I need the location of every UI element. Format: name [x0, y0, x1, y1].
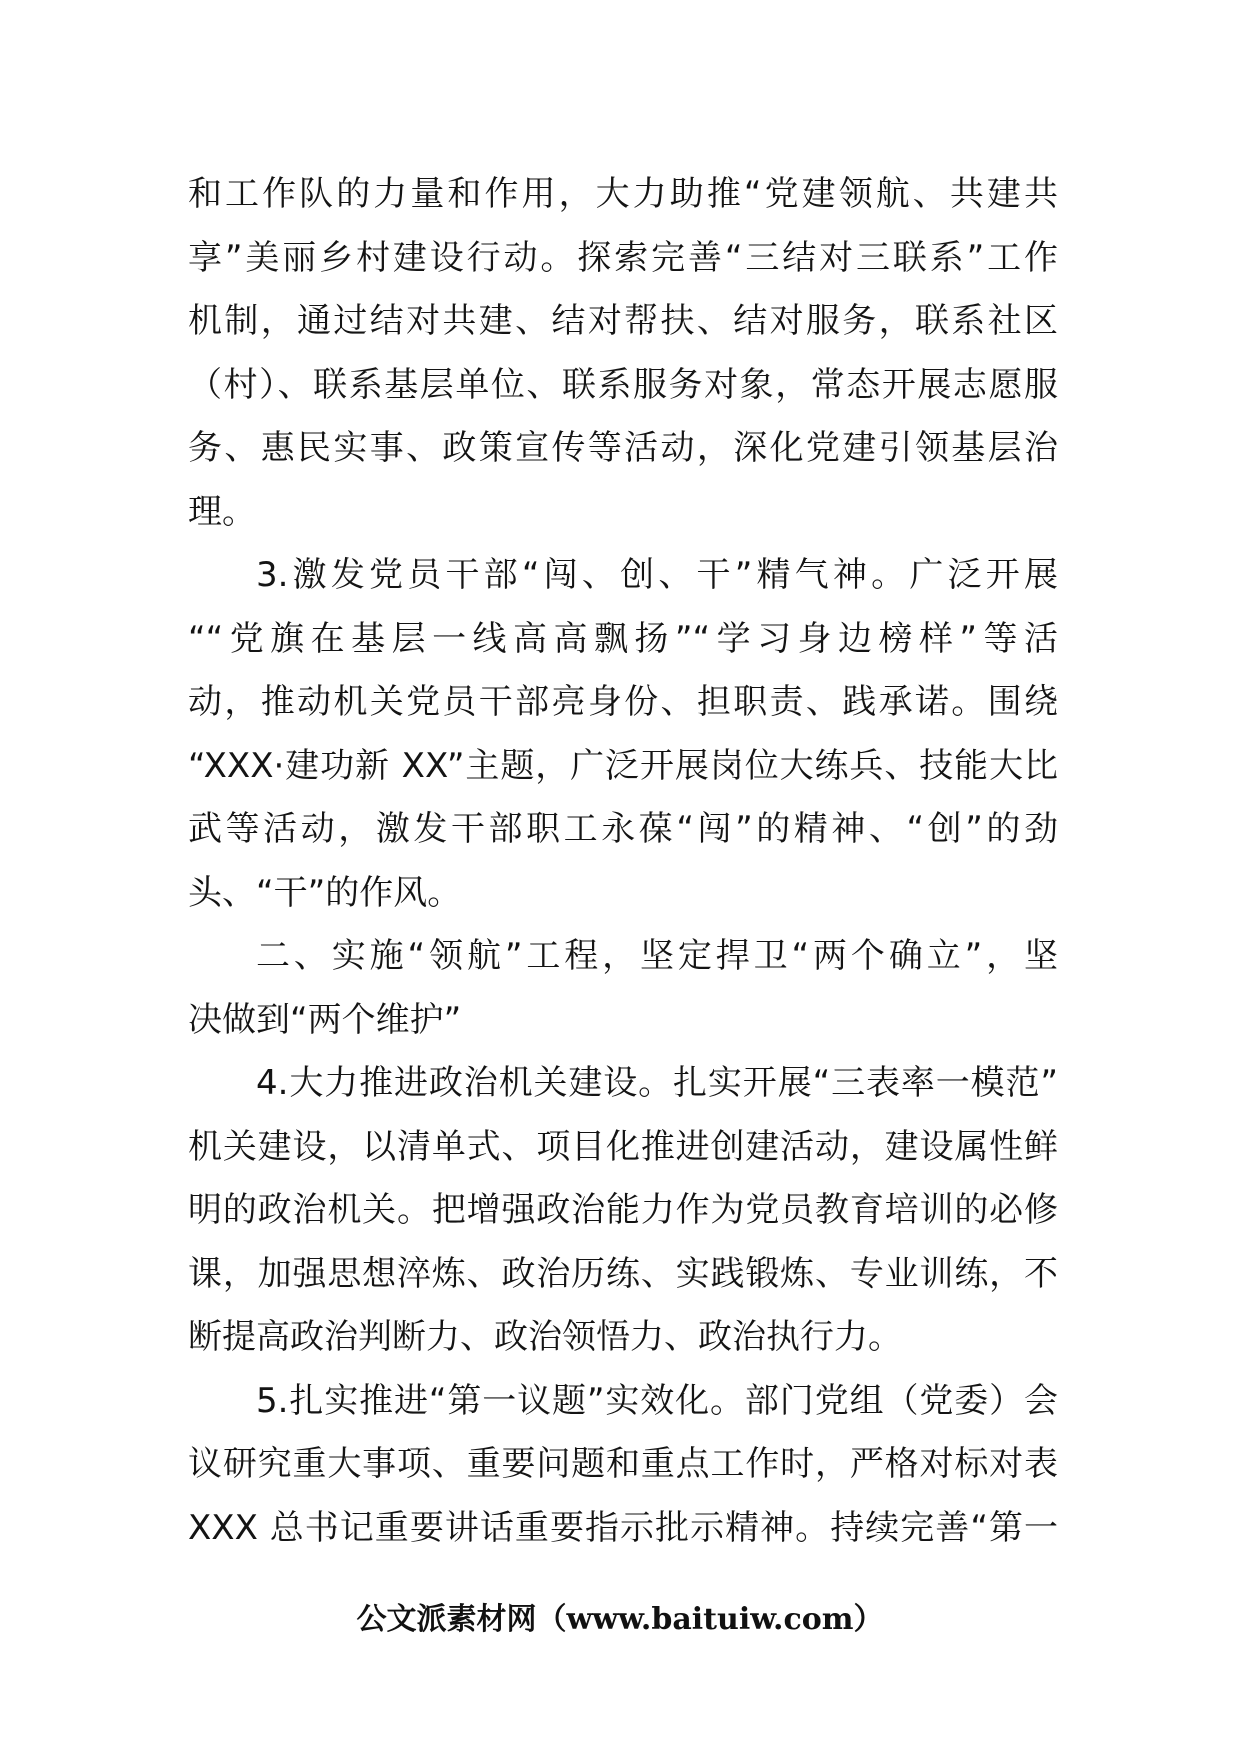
text-line: XXX 总书记重要讲话重要指示批示精神。持续完善“第一 [188, 1507, 1058, 1548]
document-body [188, 163, 1058, 1560]
text-line: 断提高政治判断力、政治领悟力、政治执行力。 [188, 1317, 902, 1357]
text-line: 议研究重大事项、重要问题和重点工作时，严格对标对表 [188, 1444, 1058, 1484]
text-line: 和工作队的力量和作用，大力助推“党建领航、共建共 [188, 174, 1058, 214]
text-line: 机关建设，以清单式、项目化推进创建活动，建设属性鲜 [188, 1126, 1058, 1167]
text-line: （村）、联系基层单位、联系服务对象，常态开展志愿服 [188, 364, 1058, 405]
text-line: “XXX·建功新 XX”主题，广泛开展岗位大练兵、技能大比 [188, 745, 1058, 786]
section-heading-2: 二、实施“领航”工程，坚定捍卫“两个确立”，坚 [256, 936, 1058, 976]
text-line: 享”美丽乡村建设行动。探索完善“三结对三联系”工作 [188, 237, 1058, 278]
text-line: 机制，通过结对共建、结对帮扶、结对服务，联系社区 [188, 301, 1058, 341]
text-line: 明的政治机关。把增强政治能力作为党员教育培训的必修 [188, 1190, 1058, 1230]
paragraph-heading-4: 4.大力推进政治机关建设。扎实开展“三表率一模范” [256, 1063, 1058, 1103]
text-line: ““党旗在基层一线高高飘扬”“学习身边榜样”等活 [188, 618, 1058, 659]
text-line: 务、惠民实事、政策宣传等活动，深化党建引领基层治 [188, 428, 1058, 468]
text-line: 动，推动机关党员干部亮身份、担职责、践承诺。围绕 [188, 682, 1058, 722]
footer-watermark: 公文派素材网（www.baituiw.com） [356, 1602, 884, 1637]
text-line: 武等活动，激发干部职工永葆“闯”的精神、“创”的劲 [188, 809, 1058, 849]
text-line: 头、“干”的作风。 [188, 872, 462, 913]
paragraph-heading-5: 5.扎实推进“第一议题”实效化。部门党组（党委）会 [256, 1380, 1058, 1421]
text-line: 理。 [188, 491, 256, 532]
text-line: 课，加强思想淬炼、政治历练、实践锻炼、专业训练，不 [188, 1253, 1058, 1294]
paragraph-heading-3: 3.激发党员干部“闯、创、干”精气神。广泛开展 [256, 555, 1058, 595]
text-line: 决做到“两个维护” [188, 999, 462, 1040]
